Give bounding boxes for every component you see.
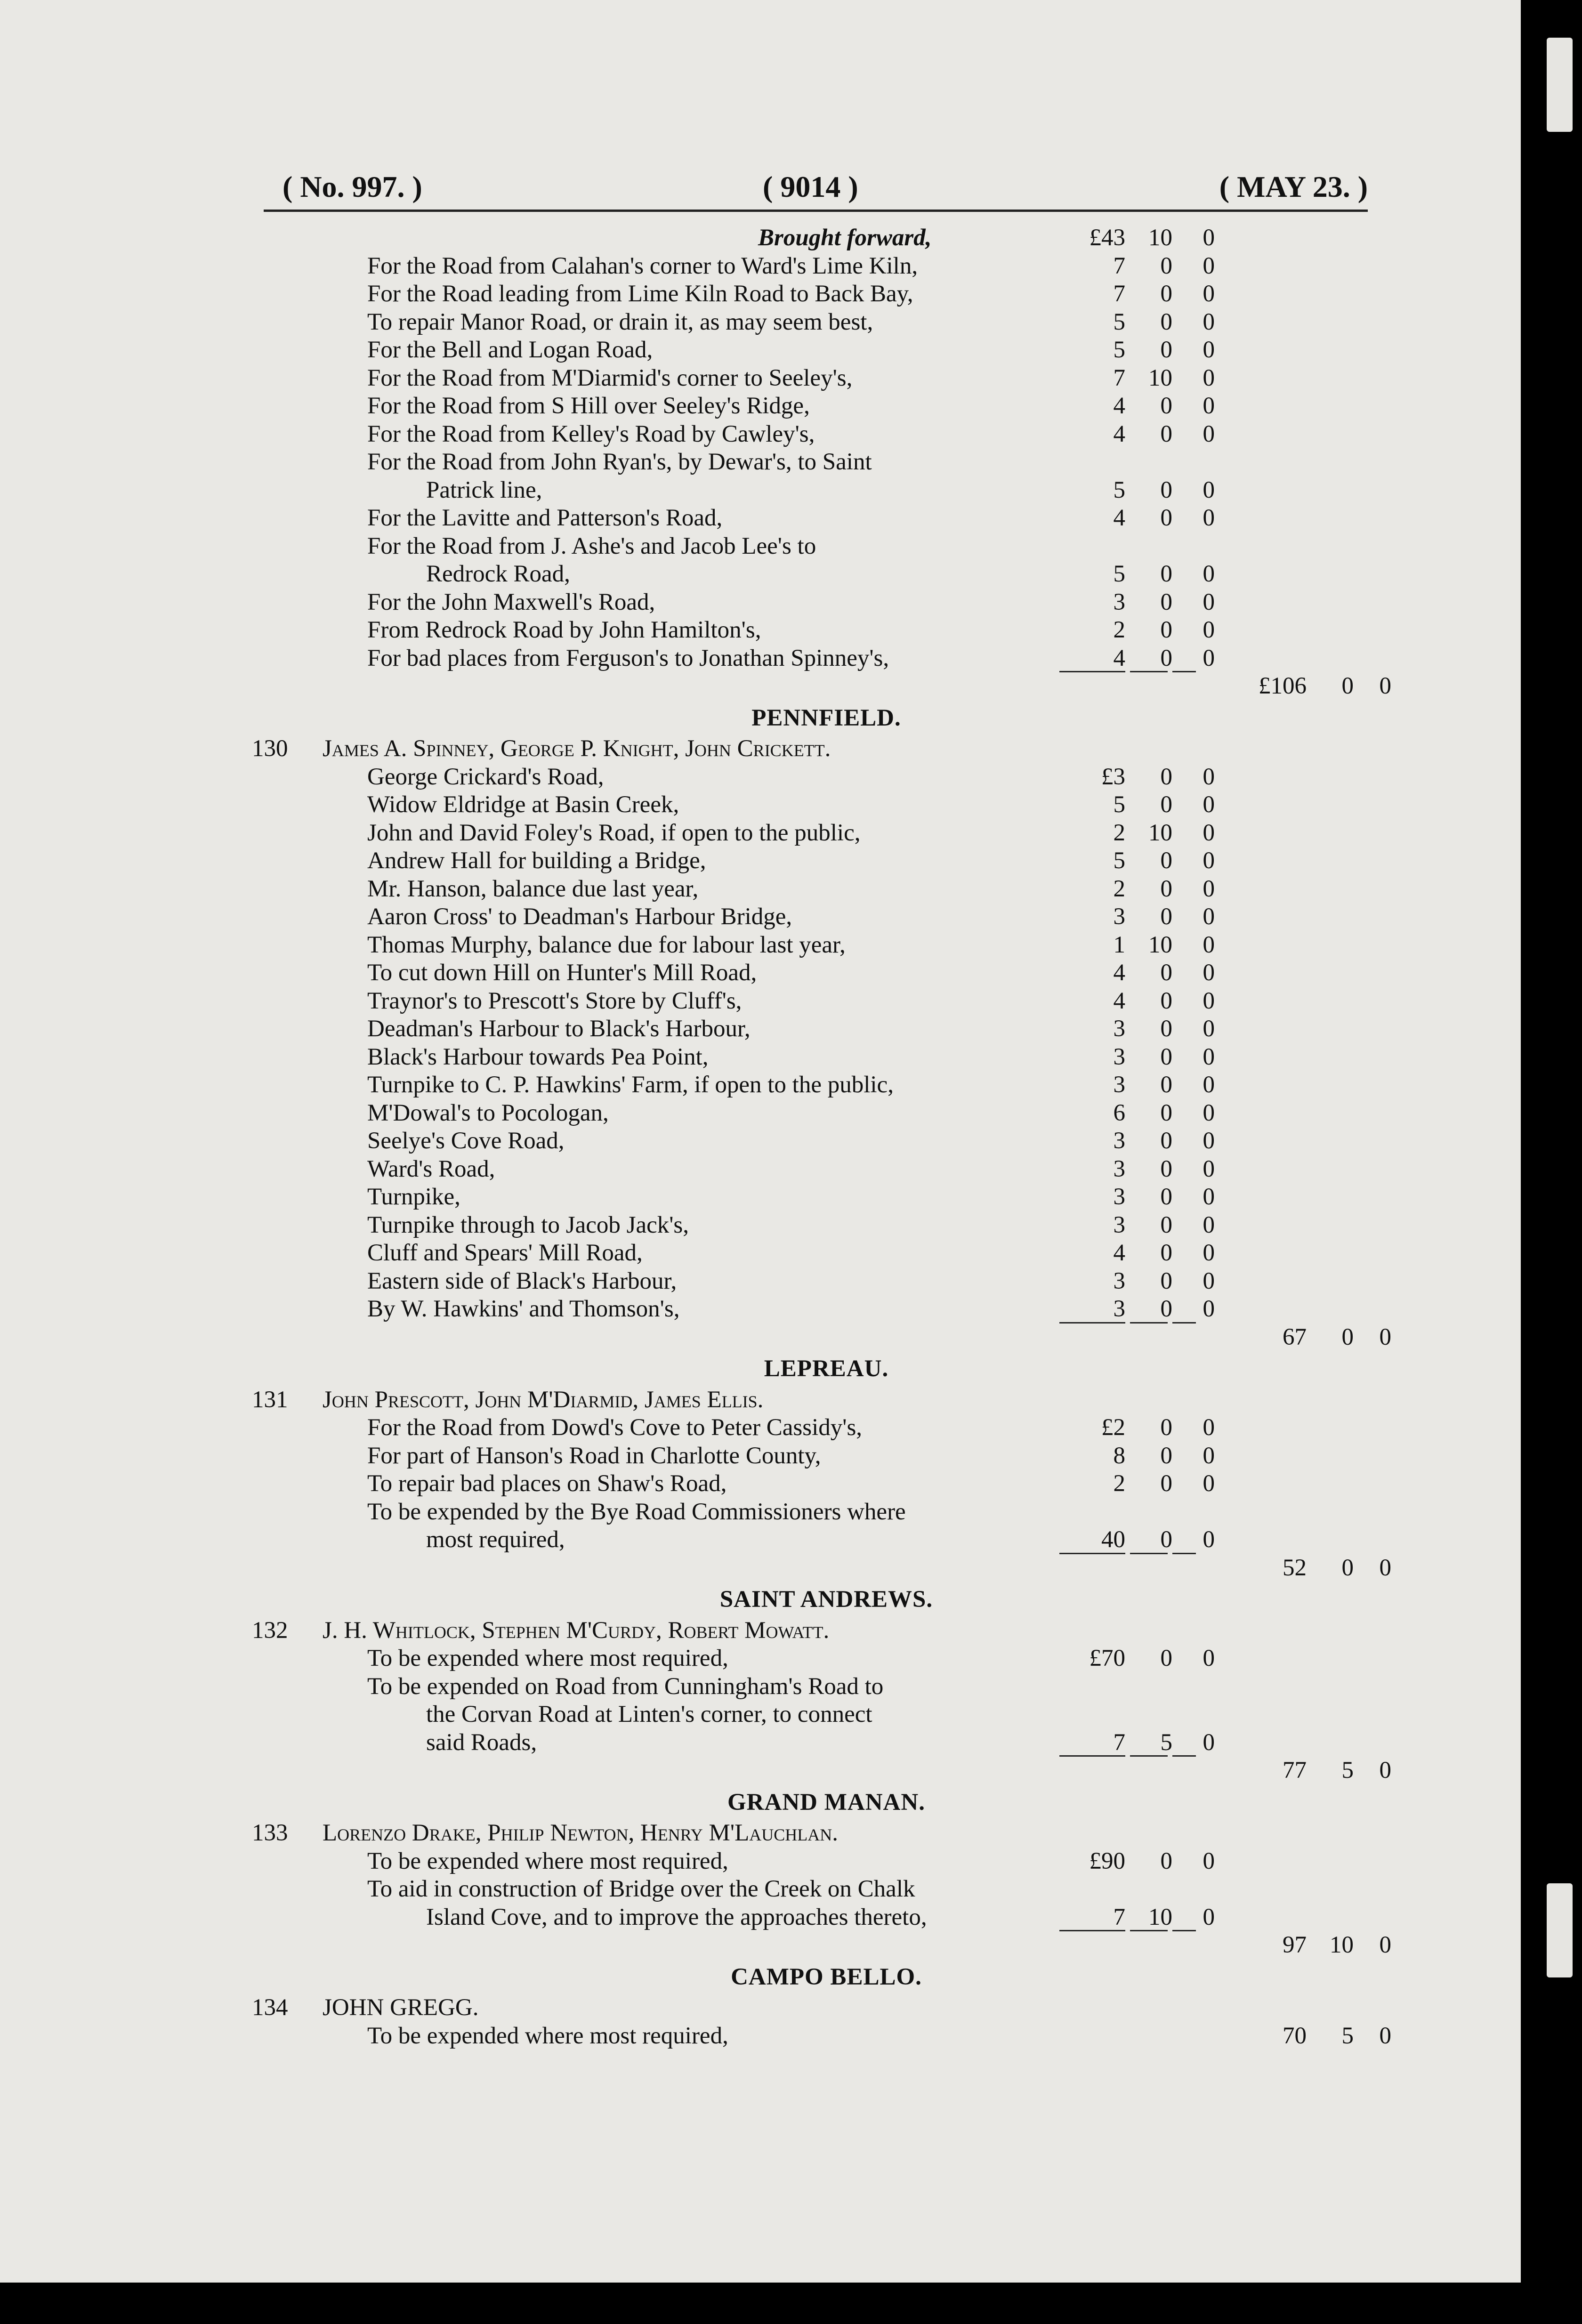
item-amount: 0 (1203, 819, 1215, 846)
page-header (264, 160, 1368, 212)
item-amount: 0 (1160, 1296, 1172, 1322)
item-amount: 3 (1113, 1016, 1125, 1042)
ledger-line (0, 875, 1521, 903)
commissioner-names: JOHN GREGG. (323, 1994, 479, 2021)
ledger-line (0, 819, 1521, 847)
item-description: To be expended by the Bye Road Commissioners where (367, 1498, 906, 1525)
ledger-line (0, 1239, 1521, 1267)
item-amount: 0 (1203, 420, 1215, 447)
page-edge-tab (1547, 38, 1573, 132)
section-heading: CAMPO BELLO. (731, 1963, 922, 1990)
ledger-line (0, 644, 1521, 672)
item-amount: 0 (1160, 1184, 1172, 1210)
item-amount: 0 (1160, 1043, 1172, 1070)
item-amount: 0 (1160, 960, 1172, 986)
ledger-line (0, 448, 1521, 476)
item-description: Turnpike to C. P. Hawkins' Farm, if open to the public, (367, 1072, 894, 1098)
item-amount: 10 (1148, 225, 1172, 251)
item-amount: 0 (1203, 1442, 1215, 1469)
ledger-line (0, 1875, 1521, 1903)
ledger-line (0, 1127, 1521, 1155)
item-amount: 0 (1160, 1414, 1172, 1441)
commissioner-names: John Prescott, John M'Diarmid, James Ellis. (323, 1386, 764, 1413)
item-amount: 0 (1160, 1267, 1172, 1294)
header-rule (264, 210, 1368, 212)
ledger-line (0, 1355, 1521, 1383)
item-amount: 0 (1160, 337, 1172, 363)
item-amount: 0 (1203, 1526, 1215, 1553)
ledger-line (0, 336, 1521, 364)
item-amount: 7 (1113, 1729, 1125, 1756)
item-amount: 10 (1148, 819, 1172, 846)
ledger-line (0, 1071, 1521, 1099)
entry-number: 133 (252, 1820, 288, 1846)
item-amount: 3 (1113, 1296, 1125, 1322)
item-amount: 0 (1203, 1267, 1215, 1294)
item-amount: 10 (1148, 364, 1172, 391)
item-amount: 0 (1203, 364, 1215, 391)
item-description: Black's Harbour towards Pea Point, (367, 1043, 709, 1070)
ledger-line (0, 1819, 1521, 1847)
item-amount: 4 (1113, 987, 1125, 1014)
item-description: From Redrock Road by John Hamilton's, (367, 617, 761, 643)
ledger-line (0, 504, 1521, 532)
item-amount: 0 (1203, 763, 1215, 790)
ledger-line (0, 476, 1521, 504)
item-amount: 0 (1160, 505, 1172, 531)
item-description: Thomas Murphy, balance due for labour last year, (367, 931, 846, 958)
item-amount: 0 (1203, 1072, 1215, 1098)
item-description: Redrock Road, (426, 561, 570, 587)
item-amount: 0 (1160, 1645, 1172, 1671)
ledger-line (0, 1903, 1521, 1931)
item-amount: 0 (1203, 1099, 1215, 1126)
item-amount: 0 (1203, 904, 1215, 930)
item-amount: 0 (1203, 960, 1215, 986)
item-amount: 0 (1203, 1904, 1215, 1930)
item-amount: 0 (1203, 1211, 1215, 1238)
ledger-line (0, 847, 1521, 875)
section-heading: SAINT ANDREWS. (719, 1586, 933, 1613)
total-amount: 0 (1379, 1323, 1391, 1350)
item-amount: 5 (1113, 791, 1125, 818)
ledger-line (0, 588, 1521, 616)
item-amount: 0 (1203, 476, 1215, 503)
item-amount: 0 (1203, 987, 1215, 1014)
item-description: Traynor's to Prescott's Store by Cluff's, (367, 987, 742, 1014)
item-amount: 10 (1148, 931, 1172, 958)
item-amount: £3 (1101, 763, 1125, 790)
item-amount: 0 (1203, 1414, 1215, 1441)
ledger-line (0, 1672, 1521, 1701)
item-amount: 1 (1113, 931, 1125, 958)
ledger-line (0, 1498, 1521, 1526)
ledger-line (0, 1700, 1521, 1728)
ledger-line (0, 1099, 1521, 1127)
item-description: Turnpike, (367, 1184, 460, 1210)
item-amount: 3 (1113, 589, 1125, 615)
ledger-line (0, 1155, 1521, 1183)
item-description: Island Cove, and to improve the approaches thereto, (426, 1904, 927, 1930)
ledger-line (0, 1442, 1521, 1470)
item-description: Ward's Road, (367, 1155, 495, 1182)
item-amount: 0 (1203, 589, 1215, 615)
item-amount: 0 (1160, 1099, 1172, 1126)
item-amount: 8 (1113, 1442, 1125, 1469)
item-amount: 0 (1160, 1442, 1172, 1469)
item-amount: 0 (1203, 791, 1215, 818)
ledger-line (0, 1847, 1521, 1875)
item-description: For the Road from John Ryan's, by Dewar's, to Saint (367, 449, 872, 475)
entry-number: 130 (252, 735, 288, 762)
item-description: Widow Eldridge at Basin Creek, (367, 791, 679, 818)
entry-number: 132 (252, 1617, 288, 1644)
item-amount: 0 (1160, 987, 1172, 1014)
item-amount: 0 (1203, 1645, 1215, 1671)
item-description: most required, (426, 1526, 565, 1553)
item-description: For the Road leading from Lime Kiln Road to Back Bay, (367, 281, 913, 307)
total-amount: 0 (1379, 673, 1391, 699)
ledger-line (0, 616, 1521, 644)
item-amount: 0 (1160, 1240, 1172, 1266)
total-amount: 0 (1379, 1757, 1391, 1783)
item-description: Patrick line, (426, 476, 542, 503)
item-amount: 0 (1160, 1848, 1172, 1874)
item-amount: 2 (1113, 875, 1125, 902)
total-amount: 10 (1330, 1932, 1354, 1958)
item-amount: 2 (1113, 819, 1125, 846)
total-amount: 0 (1341, 1554, 1354, 1581)
item-amount: £2 (1101, 1414, 1125, 1441)
item-amount: 6 (1113, 1099, 1125, 1126)
item-description: Deadman's Harbour to Black's Harbour, (367, 1016, 751, 1042)
page-edge-tab (1547, 1883, 1573, 1977)
item-amount: 0 (1203, 1848, 1215, 1874)
item-description: George Crickard's Road, (367, 763, 604, 790)
item-description: For the John Maxwell's Road, (367, 589, 655, 615)
item-amount: 4 (1113, 505, 1125, 531)
ledger-line (0, 1756, 1521, 1784)
item-amount: 5 (1113, 476, 1125, 503)
ledger-line (0, 1616, 1521, 1645)
item-amount: 0 (1160, 763, 1172, 790)
total-amount: 5 (1341, 2022, 1354, 2049)
item-amount: 0 (1160, 617, 1172, 643)
item-description: For the Road from J. Ashe's and Jacob Lee's to (367, 533, 816, 559)
item-amount: 4 (1113, 960, 1125, 986)
item-amount: £90 (1089, 1848, 1125, 1874)
item-description: For bad places from Ferguson's to Jonathan Spinney's, (367, 645, 889, 671)
item-amount: 3 (1113, 1128, 1125, 1154)
ledger-line (0, 1931, 1521, 1959)
total-amount: 0 (1379, 1554, 1391, 1581)
item-amount: 0 (1160, 1128, 1172, 1154)
ledger-line (0, 1386, 1521, 1414)
total-amount: 70 (1283, 2022, 1307, 2049)
ledger-line (0, 1043, 1521, 1071)
item-amount: 0 (1160, 904, 1172, 930)
total-amount: £106 (1259, 673, 1307, 699)
total-amount: 0 (1341, 673, 1354, 699)
item-description: For the Road from S Hill over Seeley's Ridge, (367, 393, 810, 419)
item-description: said Roads, (426, 1729, 537, 1756)
item-amount: 3 (1113, 1267, 1125, 1294)
item-description: To be expended where most required, (367, 1645, 728, 1671)
ledger-line (0, 1993, 1521, 2022)
item-amount: 0 (1160, 791, 1172, 818)
total-amount: 0 (1379, 1932, 1391, 1958)
header-page: ( 9014 ) (763, 170, 858, 203)
ledger-line (0, 2022, 1521, 2050)
item-amount: 0 (1203, 931, 1215, 958)
item-amount: 0 (1203, 393, 1215, 419)
item-description: Andrew Hall for building a Bridge, (367, 847, 706, 874)
item-description: For the Road from Kelley's Road by Cawley's, (367, 420, 815, 447)
item-amount: 0 (1203, 225, 1215, 251)
item-description: Aaron Cross' to Deadman's Harbour Bridge, (367, 904, 792, 930)
item-amount: 5 (1113, 847, 1125, 874)
item-amount: 7 (1113, 1904, 1125, 1930)
item-amount: 0 (1160, 645, 1172, 671)
total-amount: 77 (1283, 1757, 1307, 1783)
ledger-line (0, 672, 1521, 700)
ledger-line (0, 1644, 1521, 1672)
item-description: For the Lavitte and Patterson's Road, (367, 505, 723, 531)
item-description: To cut down Hill on Hunter's Mill Road, (367, 960, 757, 986)
item-description: For the Road from M'Diarmid's corner to Seeley's, (367, 364, 853, 391)
item-description: Seelye's Cove Road, (367, 1128, 565, 1154)
item-amount: 4 (1113, 645, 1125, 671)
item-amount: 0 (1203, 1128, 1215, 1154)
ledger-line (0, 1413, 1521, 1442)
ledger-line (0, 308, 1521, 336)
item-description: To aid in construction of Bridge over the Creek on Chalk (367, 1876, 915, 1902)
item-amount: 0 (1203, 1043, 1215, 1070)
item-description: Eastern side of Black's Harbour, (367, 1267, 677, 1294)
ledger-line (0, 224, 1521, 252)
item-description: M'Dowal's to Pocologan, (367, 1099, 609, 1126)
item-description: Cluff and Spears' Mill Road, (367, 1240, 643, 1266)
ledger-line (0, 1211, 1521, 1239)
ledger-line (0, 1469, 1521, 1498)
item-description: Mr. Hanson, balance due last year, (367, 875, 699, 902)
total-amount: 5 (1341, 1757, 1354, 1783)
total-amount: 0 (1341, 1323, 1354, 1350)
item-amount: 0 (1160, 1470, 1172, 1497)
ledger-line (0, 1015, 1521, 1043)
item-amount: 7 (1113, 252, 1125, 279)
ledger-line (0, 903, 1521, 931)
ledger-line (0, 532, 1521, 560)
item-amount: 2 (1113, 1470, 1125, 1497)
item-amount: 5 (1113, 308, 1125, 335)
item-amount: 0 (1160, 589, 1172, 615)
item-description: To be expended on Road from Cunningham's Road to (367, 1673, 884, 1700)
item-amount: 5 (1160, 1729, 1172, 1756)
item-amount: 7 (1113, 364, 1125, 391)
item-amount: 0 (1160, 476, 1172, 503)
item-description: Turnpike through to Jacob Jack's, (367, 1211, 689, 1238)
item-amount: 0 (1203, 1184, 1215, 1210)
ledger-line (0, 1323, 1521, 1351)
item-amount: 0 (1160, 252, 1172, 279)
total-amount: 0 (1379, 2022, 1391, 2049)
item-description: For the Road from Calahan's corner to Ward's Lime Kiln, (367, 252, 918, 279)
ledger-line (0, 1525, 1521, 1554)
item-description: John and David Foley's Road, if open to the public, (367, 819, 861, 846)
ledger-line (0, 704, 1521, 732)
item-amount: 5 (1113, 561, 1125, 587)
item-description: By W. Hawkins' and Thomson's, (367, 1296, 680, 1322)
ledger-line (0, 420, 1521, 448)
item-amount: 0 (1203, 1296, 1215, 1322)
item-description: To be expended where most required, (367, 2022, 728, 2049)
commissioner-names: J. H. Whitlock, Stephen M'Curdy, Robert Mowatt. (323, 1617, 830, 1644)
commissioner-names: Lorenzo Drake, Philip Newton, Henry M'Lauchlan. (323, 1820, 838, 1846)
item-amount: 0 (1160, 1016, 1172, 1042)
commissioner-names: James A. Spinney, George P. Knight, John Crickett. (323, 735, 831, 762)
item-amount: 0 (1203, 875, 1215, 902)
section-heading: GRAND MANAN. (727, 1789, 925, 1816)
item-amount: 0 (1160, 393, 1172, 419)
item-amount: 3 (1113, 1043, 1125, 1070)
item-amount: 5 (1113, 337, 1125, 363)
section-heading: PENNFIELD. (751, 704, 901, 731)
item-amount: 0 (1203, 847, 1215, 874)
item-amount: 40 (1101, 1526, 1125, 1553)
item-amount: 0 (1160, 420, 1172, 447)
ledger-line (0, 1788, 1521, 1816)
item-description: For part of Hanson's Road in Charlotte County, (367, 1442, 821, 1469)
item-amount: 0 (1203, 281, 1215, 307)
item-amount: 0 (1203, 337, 1215, 363)
item-description: To repair bad places on Shaw's Road, (367, 1470, 727, 1497)
item-amount: 4 (1113, 1240, 1125, 1266)
item-amount: 0 (1160, 1155, 1172, 1182)
ledger-line (0, 1183, 1521, 1211)
item-amount: 0 (1160, 847, 1172, 874)
ledger-line (0, 252, 1521, 280)
item-amount: 7 (1113, 281, 1125, 307)
item-description: For the Bell and Logan Road, (367, 337, 653, 363)
item-amount: 0 (1203, 1470, 1215, 1497)
item-amount: 0 (1203, 252, 1215, 279)
ledger-line (0, 1295, 1521, 1323)
entry-number: 134 (252, 1994, 288, 2021)
ledger-line (0, 1585, 1521, 1614)
item-amount: 3 (1113, 904, 1125, 930)
header-date: ( MAY 23. ) (1219, 170, 1368, 203)
ledger-line (0, 734, 1521, 763)
item-amount: 0 (1160, 875, 1172, 902)
ledger-line (0, 763, 1521, 791)
item-amount: 4 (1113, 393, 1125, 419)
ledger-line (0, 1554, 1521, 1582)
total-amount: 67 (1283, 1323, 1307, 1350)
section-heading: LEPREAU. (764, 1356, 889, 1382)
item-description: To be expended where most required, (367, 1848, 728, 1874)
entry-number: 131 (252, 1386, 288, 1413)
item-amount: 0 (1160, 1526, 1172, 1553)
item-amount: 0 (1203, 561, 1215, 587)
item-amount: 0 (1203, 617, 1215, 643)
item-amount: 0 (1203, 1240, 1215, 1266)
ledger-line (0, 1728, 1521, 1757)
item-amount: 0 (1160, 281, 1172, 307)
item-amount: 0 (1160, 1072, 1172, 1098)
item-amount: £70 (1089, 1645, 1125, 1671)
ledger-line (0, 1267, 1521, 1295)
brought-forward-label: Brought forward, (758, 225, 932, 251)
item-amount: 3 (1113, 1155, 1125, 1182)
item-amount: 4 (1113, 420, 1125, 447)
ledger-line (0, 959, 1521, 987)
total-amount: 97 (1283, 1932, 1307, 1958)
item-amount: 0 (1203, 1016, 1215, 1042)
ledger-line (0, 987, 1521, 1015)
item-amount: 0 (1160, 561, 1172, 587)
ledger-line (0, 392, 1521, 420)
item-amount: 0 (1203, 1729, 1215, 1756)
item-amount: 0 (1203, 645, 1215, 671)
item-amount: 10 (1148, 1904, 1172, 1930)
item-amount: 3 (1113, 1184, 1125, 1210)
item-amount: 0 (1203, 308, 1215, 335)
item-amount: 3 (1113, 1072, 1125, 1098)
total-amount: 52 (1283, 1554, 1307, 1581)
item-amount: 3 (1113, 1211, 1125, 1238)
item-amount: £43 (1089, 225, 1125, 251)
ledger-line (0, 364, 1521, 392)
ledger-line (0, 791, 1521, 819)
ledger-line (0, 280, 1521, 308)
ledger-line (0, 560, 1521, 588)
item-amount: 0 (1203, 1155, 1215, 1182)
item-amount: 0 (1203, 505, 1215, 531)
item-amount: 2 (1113, 617, 1125, 643)
header-number: ( No. 997. ) (282, 170, 422, 203)
item-amount: 0 (1160, 1211, 1172, 1238)
item-description: the Corvan Road at Linten's corner, to connect (426, 1701, 872, 1727)
ledger-line (0, 1963, 1521, 1991)
ledger-line (0, 931, 1521, 959)
item-description: For the Road from Dowd's Cove to Peter Cassidy's, (367, 1414, 863, 1441)
item-amount: 0 (1160, 308, 1172, 335)
item-description: To repair Manor Road, or drain it, as may seem best, (367, 308, 873, 335)
